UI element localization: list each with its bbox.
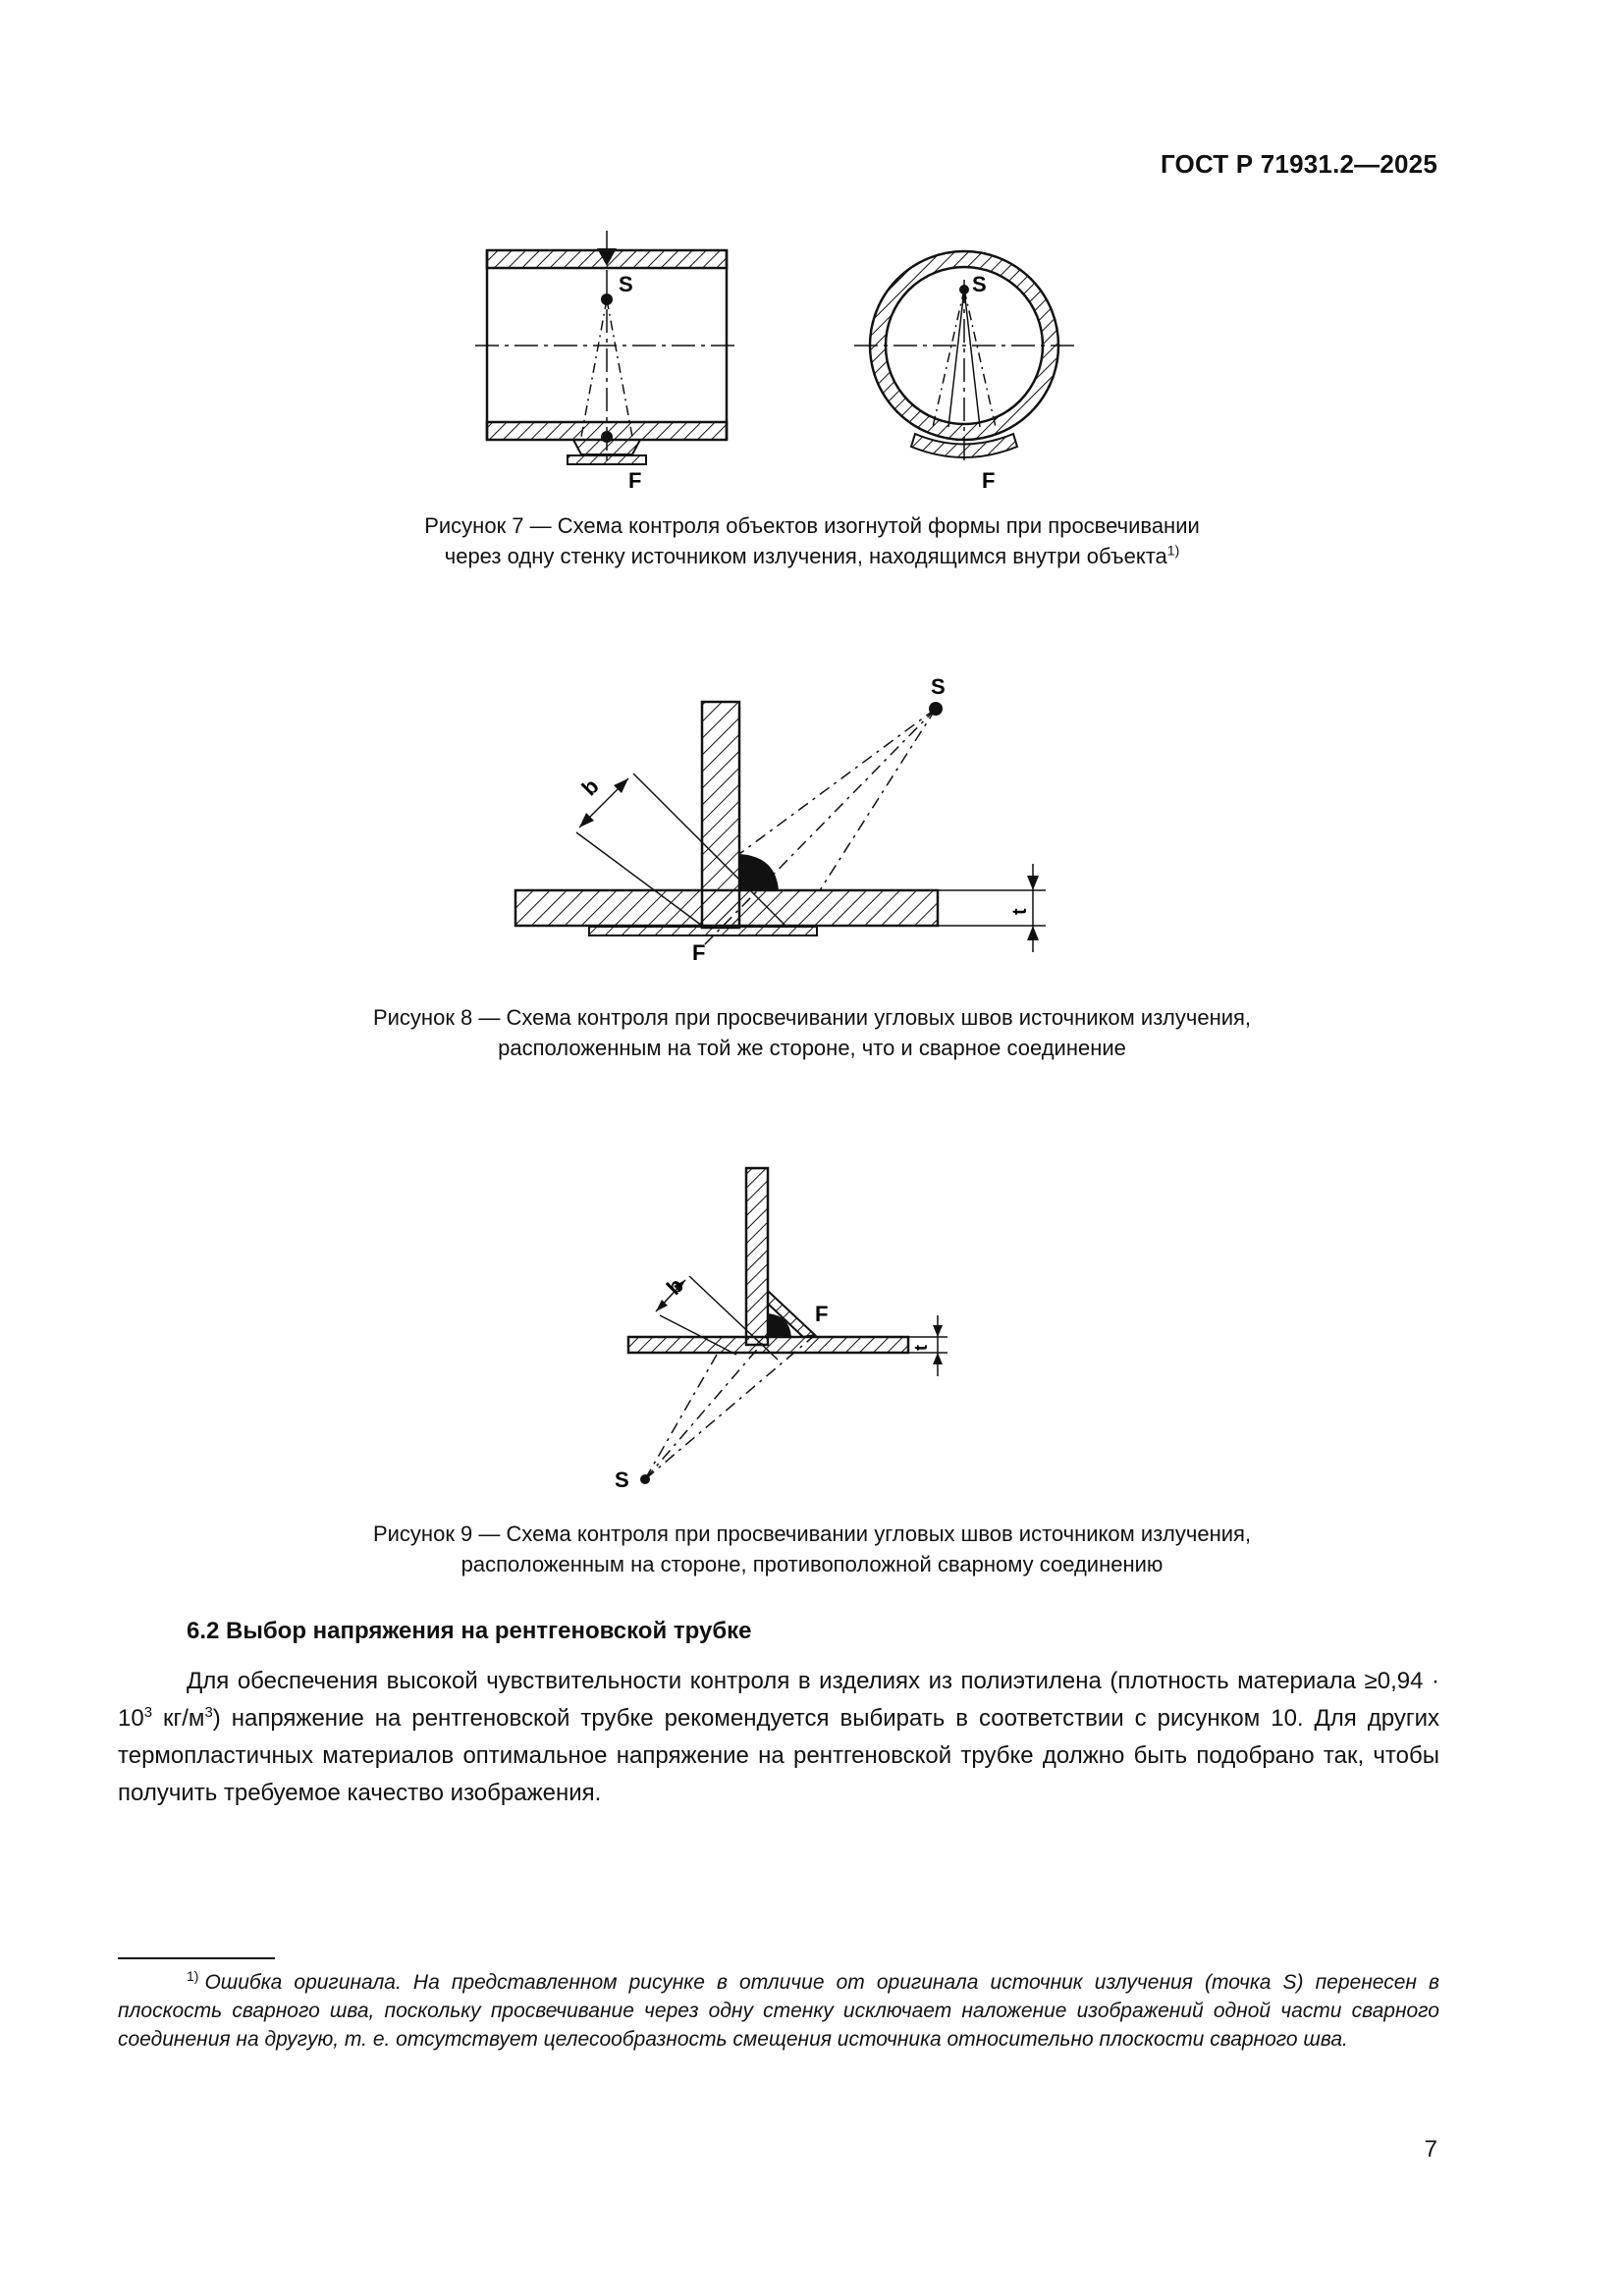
section-paragraph xyxy=(118,1663,1439,1812)
figure-8-caption-line-1: Рисунок 8 — Схема контроля при просвечивании угловых швов источником излучения, xyxy=(372,1005,1252,1030)
fig7-pipe-cross-section xyxy=(854,251,1080,466)
figure-7-caption-line-2: через одну стенку источником излучения, находящимся внутри объекта xyxy=(444,544,1167,568)
paragraph-superscript-1: 3 xyxy=(143,1704,153,1721)
fig8-label-b: b xyxy=(576,774,604,801)
figure-8-caption-line-2: расположенным на той же стороне, что и сварное соединение xyxy=(498,1036,1126,1060)
figure-9-caption-line-2: расположенным на стороне, противоположной сварному соединению xyxy=(460,1552,1164,1576)
fig9-label-t: t xyxy=(911,1345,931,1351)
fig7-pipe-section xyxy=(475,231,738,466)
section-heading: 6.2 Выбор напряжения на рентгеновской трубке xyxy=(187,1618,752,1644)
figure-7-diagram xyxy=(461,231,1100,491)
fig9-label-s: S xyxy=(615,1468,629,1492)
footnote: 1) Ошибка оригинала. На представленном рисунке в отличие от оригинала источник излучения (точка S) перенесен в плоскость сварного шва, поскольку просвечивание через одну стенку исключает наложение изображений одной части сварного соединения на другую, т. е. отсутствует целесообразность смещения источника относительно плоскости сварного шва. xyxy=(118,1968,1439,2051)
figure-7-footnote-ref: 1) xyxy=(1166,542,1180,559)
figure-9-caption xyxy=(0,1519,1624,1579)
paragraph-text-c: ) напряжение на рентгеновской трубке рекомендуется выбирать в соответствии с рисунком 10. Для других термопластичных материалов оптимальное напряжение на рентгеновской трубке должно быть подобрано так, чтобы получить требуемое качество изображения. xyxy=(118,1705,1440,1806)
figure-9-diagram xyxy=(609,1158,952,1492)
paragraph-superscript-2: 3 xyxy=(204,1704,213,1721)
fig9-label-b: b xyxy=(661,1272,689,1301)
footnote-separator xyxy=(118,1957,275,1959)
fig9-label-f: F xyxy=(815,1302,829,1326)
paragraph-text-a: Для обеспечения высокой чувствительности контроля в изделиях из полиэтилена (плотность материала ≥0,94 · 10 xyxy=(118,1668,1439,1732)
fig8-joint xyxy=(515,702,1046,952)
document-id: ГОСТ Р 71931.2—2025 xyxy=(1160,149,1437,179)
footnote-text: Ошибка оригинала. На представленном рисунке в отличие от оригинала источник излучения (точка S) перенесен в плоскость сварного шва, поскольку просвечивание через одну стенку исключает наложение изображений одной части сварного соединения на другую, т. е. отсутствует целесообразность смещения источника относительно плоскости сварного шва. xyxy=(118,1971,1439,2051)
figure-7-caption xyxy=(0,510,1624,571)
figure-7-caption-line-1: Рисунок 7 — Схема контроля объектов изогнутой формы при просвечивании xyxy=(424,513,1200,538)
fig7-label-s-left: S xyxy=(619,272,633,296)
fig8-label-s: S xyxy=(931,674,946,699)
fig7-label-s-right: S xyxy=(972,272,987,296)
fig7-label-f-right: F xyxy=(982,468,996,491)
fig8-label-t: t xyxy=(1009,908,1031,915)
figure-9-caption-line-1: Рисунок 9 — Схема контроля при просвечивании угловых швов источником излучения, xyxy=(372,1522,1252,1546)
fig9-joint xyxy=(628,1168,947,1484)
figure-8-caption xyxy=(0,1002,1624,1063)
fig8-label-f: F xyxy=(692,940,706,965)
fig7-label-f-left: F xyxy=(628,468,642,491)
page-number: 7 xyxy=(1424,2136,1437,2163)
paragraph-text-b: кг/м xyxy=(152,1705,205,1732)
figure-8-diagram xyxy=(506,667,1065,967)
